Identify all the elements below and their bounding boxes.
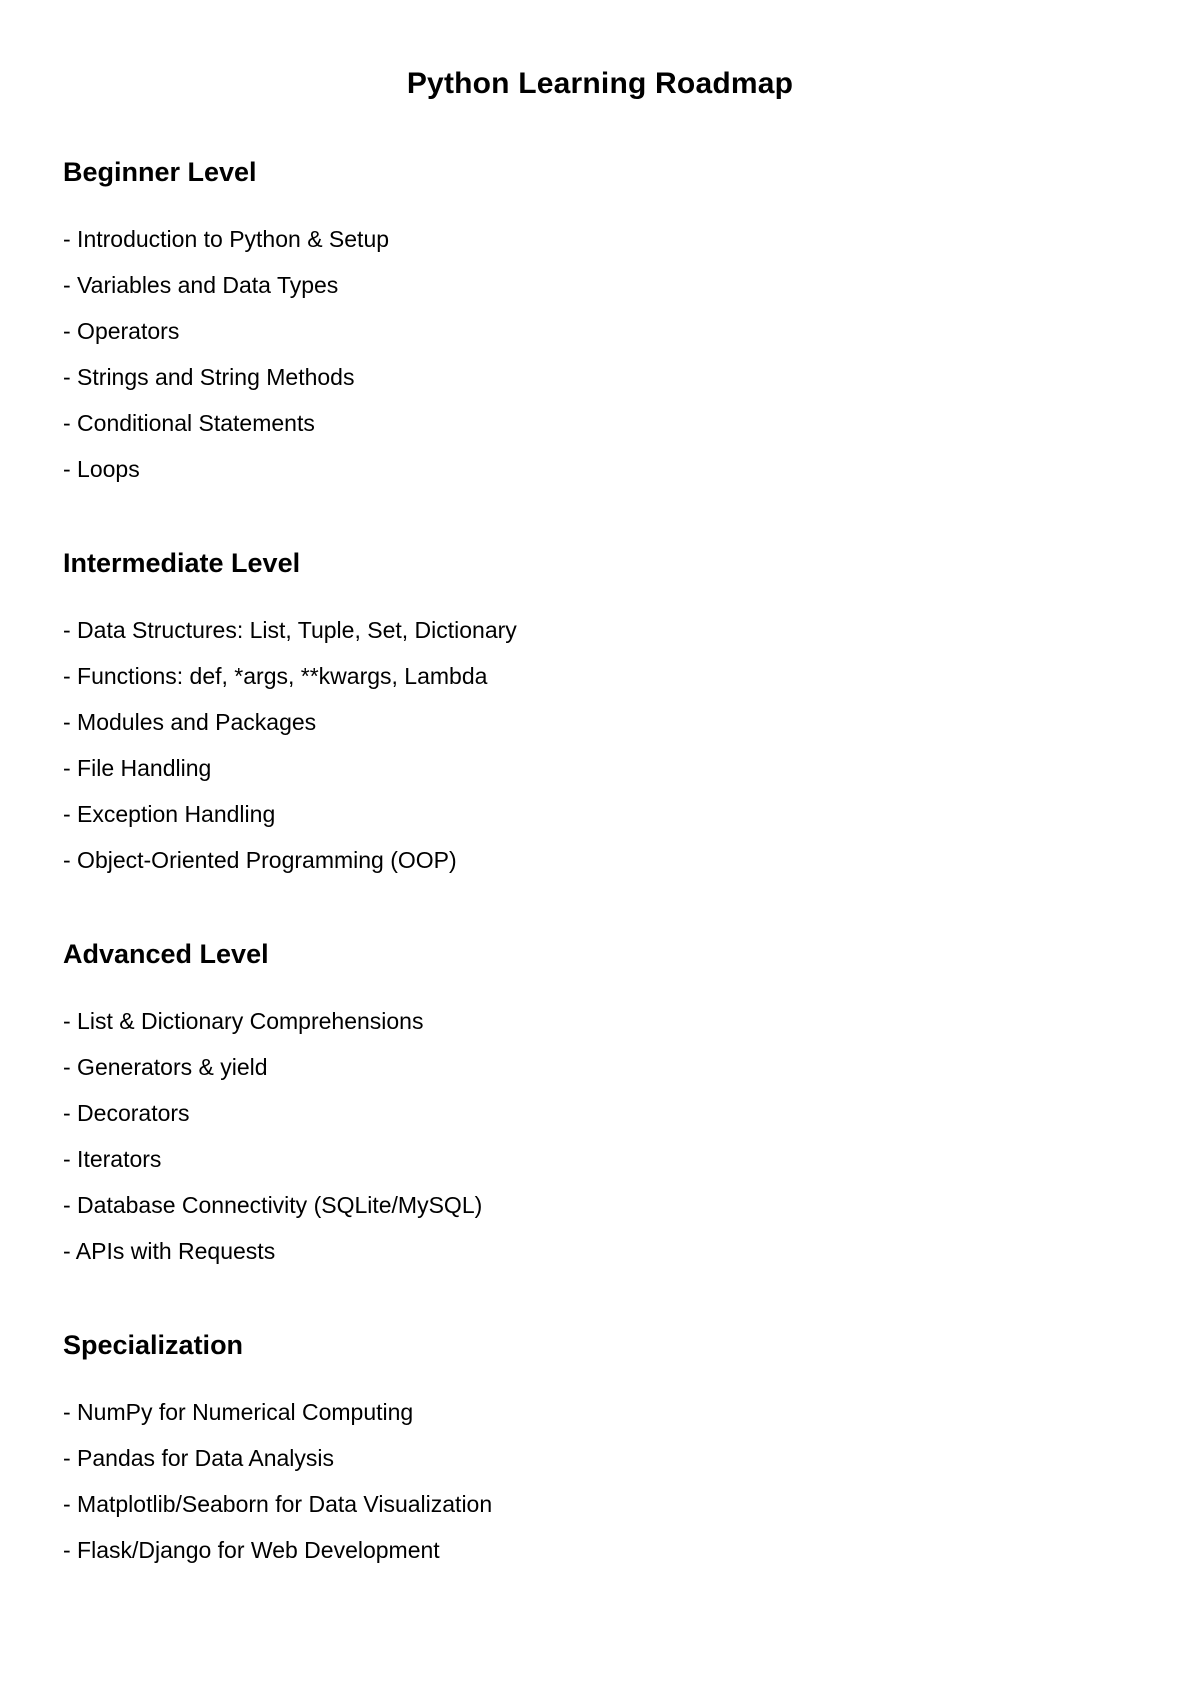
list-item: - Database Connectivity (SQLite/MySQL) [63,1192,483,1218]
topic-list [63,998,1063,1274]
list-item: - Data Structures: List, Tuple, Set, Dictionary [63,617,517,643]
list-item: - Conditional Statements [63,410,315,436]
list-item: - Modules and Packages [63,709,317,735]
section-heading: Intermediate Level [63,548,301,578]
list-item: - Pandas for Data Analysis [63,1445,335,1471]
section-advanced-level [63,936,1063,1274]
list-item: - APIs with Requests [63,1238,276,1264]
topic-list [63,216,1063,492]
section-beginner-level [63,154,1063,492]
list-item: - Strings and String Methods [63,364,355,390]
list-item: - Object-Oriented Programming (OOP) [63,847,457,873]
list-item: - List & Dictionary Comprehensions [63,1008,424,1034]
topic-list [63,607,1063,883]
list-item: - Operators [63,318,180,344]
list-item: - Generators & yield [63,1054,268,1080]
topic-list [63,1389,1063,1573]
section-heading: Advanced Level [63,939,269,969]
list-item: - Exception Handling [63,801,276,827]
section-heading: Specialization [63,1330,244,1360]
list-item: - File Handling [63,755,212,781]
section-specialization [63,1327,1063,1573]
list-item: - Iterators [63,1146,162,1172]
list-item: - Introduction to Python & Setup [63,226,390,252]
page-title: Python Learning Roadmap [406,67,794,100]
list-item: - Variables and Data Types [63,272,339,298]
list-item: - NumPy for Numerical Computing [63,1399,414,1425]
list-item: - Flask/Django for Web Development [63,1537,440,1563]
list-item: - Loops [63,456,140,482]
list-item: - Matplotlib/Seaborn for Data Visualization [63,1491,493,1517]
section-intermediate-level [63,545,1063,883]
list-item: - Functions: def, *args, **kwargs, Lambda [63,663,488,689]
list-item: - Decorators [63,1100,190,1126]
section-heading: Beginner Level [63,157,257,187]
